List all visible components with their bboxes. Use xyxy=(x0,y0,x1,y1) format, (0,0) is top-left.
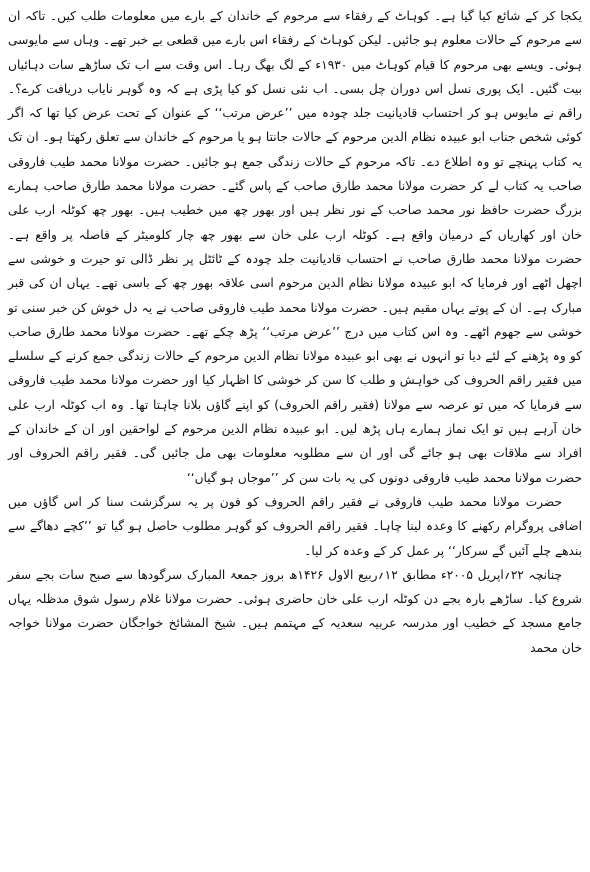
paragraph-2: حضرت مولانا محمد طیب فاروقی نے فقیر راقم الحروف کو فون پر یہ سرگزشت سنا کر اس گاؤں میں اضافی پروگرام رکھنے کا وعدہ لینا چاہا۔ فقیر راقم الحروف کو گوہر مطلوب حاصل ہو گیا تو ’’کچے دھاگے سے بندھے چلے آئیں گے سرکار‘‘ پر عمل کر کے وعدہ کر لیا۔ xyxy=(8,494,582,558)
paragraph-3: چنانچہ ۲۲؍اپریل ۲۰۰۵ء مطابق ۱۲؍ربیع الاول ۱۴۲۶ھ بروز جمعۃ المبارک سرگودھا سے صبح سات بجے سفر شروع کیا۔ ساڑھے بارہ بجے دن کوٹلہ ارب علی خان حاضری ہوئی۔ حضرت مولانا غلام رسول شوق مدظلہ یہاں جامع مسجد کے خطیب اور مدرسہ عربیہ سعدیہ کے مہتمم ہیں۔ شیخ المشائخ خواجگان حضرت مولانا خواجہ خان محمد xyxy=(8,567,582,655)
paragraph-1: یکجا کر کے شائع کیا گیا ہے۔ کوہاٹ کے رفقاء سے مرحوم کے خاندان کے بارے میں معلومات طلب کیں۔ تاکہ ان سے مرحوم کے حالات معلوم ہو جائیں۔ لیکن کوہاٹ کے رفقاء اس بارے میں قطعی بے خبر تھے۔ وہاں سے مایوسی ہوئی۔ ویسے بھی مرحوم کا قیام کوہاٹ میں ۱۹۳۰ء کے لگ بھگ رہا۔ اس وقت سے اب تک ساڑھے سات دہائیاں بیت گئیں۔ ایک پوری نسل اس دوران چل بسی۔ اب نئی نسل کو کیا پڑی ہے کہ وہ گوہر نایاب دریافت کرے؟۔ راقم نے مایوس ہو کر احتساب قادیانیت جلد چودہ میں ’’عرض مرتب‘‘ کے عنوان کے تحت عرض کیا تھا کہ اگر کوئی شخص جناب ابو عبیدہ نظام الدین مرحوم کے حالات جانتا ہو یا مرحوم کے خاندان سے تعلق رکھتا ہو۔ ان تک یہ کتاب پہنچے تو وہ اطلاع دے۔ تاکہ مرحوم کے حالات زندگی جمع ہو جائیں۔ حضرت مولانا محمد طیب فاروقی صاحب یہ کتاب لے کر حضرت مولانا محمد طارق صاحب کے پاس گئے۔ حضرت مولانا محمد طارق صاحب ہمارے بزرگ حضرت حافظ نور محمد صاحب کے نور نظر ہیں اور بھور چھ میں خطیب ہیں۔ بھور چھ کوٹلہ ارب علی خان اور کھاریاں کے درمیان واقع ہے۔ کوٹلہ ارب علی خان سے بھور چھ چار کلومیٹر کے فاصلہ پر واقع ہے۔ حضرت مولانا محمد طارق صاحب نے احتساب قادیانیت جلد چودہ کے ٹائٹل پر نظر ڈالی تو حیرت و خوشی سے اچھل اٹھے اور فرمایا کہ ابو عبیدہ مولانا نظام الدین مرحوم اسی علاقہ بھور چھ کے باسی تھے۔ یہاں ان کی قبر مبارک ہے۔ ان کے پوتے یہاں مقیم ہیں۔ حضرت مولانا محمد طیب فاروقی صاحب نے یہ دل خوش کن خبر سنی تو خوشی سے جھوم اٹھے۔ وہ اس کتاب میں درج ’’عرض مرتب‘‘ پڑھ چکے تھے۔ حضرت مولانا محمد طارق صاحب کو وہ پڑھنے کے لئے دیا تو انہوں نے بھی ابو عبیدہ مولانا نظام الدین مرحوم کے حالات زندگی جمع کرنے کے سلسلے میں فقیر راقم الحروف کی خواہش و طلب کا سن کر خوشی کا اظہار کیا اور حضرت مولانا محمد طیب فاروقی سے فرمایا کہ میں تو عرصہ سے مولانا (فقیر راقم الحروف) کو اپنے گاؤں بلانا چاہتا تھا۔ وہ اب کوٹلہ ارب علی خان آرہے ہیں تو ایک نماز ہمارے ہاں پڑھ لیں۔ ابو عبیدہ نظام الدین مرحوم کے لواحقین اور ان کے خاندان کے افراد سے ملاقات بھی ہو جائے گی اور ان سے مطلوبہ معلومات بھی مل جائیں گی۔ فقیر راقم الحروف اور حضرت مولانا محمد طیب فاروقی دونوں کی یہ بات سن کر ’’موجاں ہو گیاں‘‘ xyxy=(8,9,582,485)
urdu-text-body xyxy=(8,4,582,660)
